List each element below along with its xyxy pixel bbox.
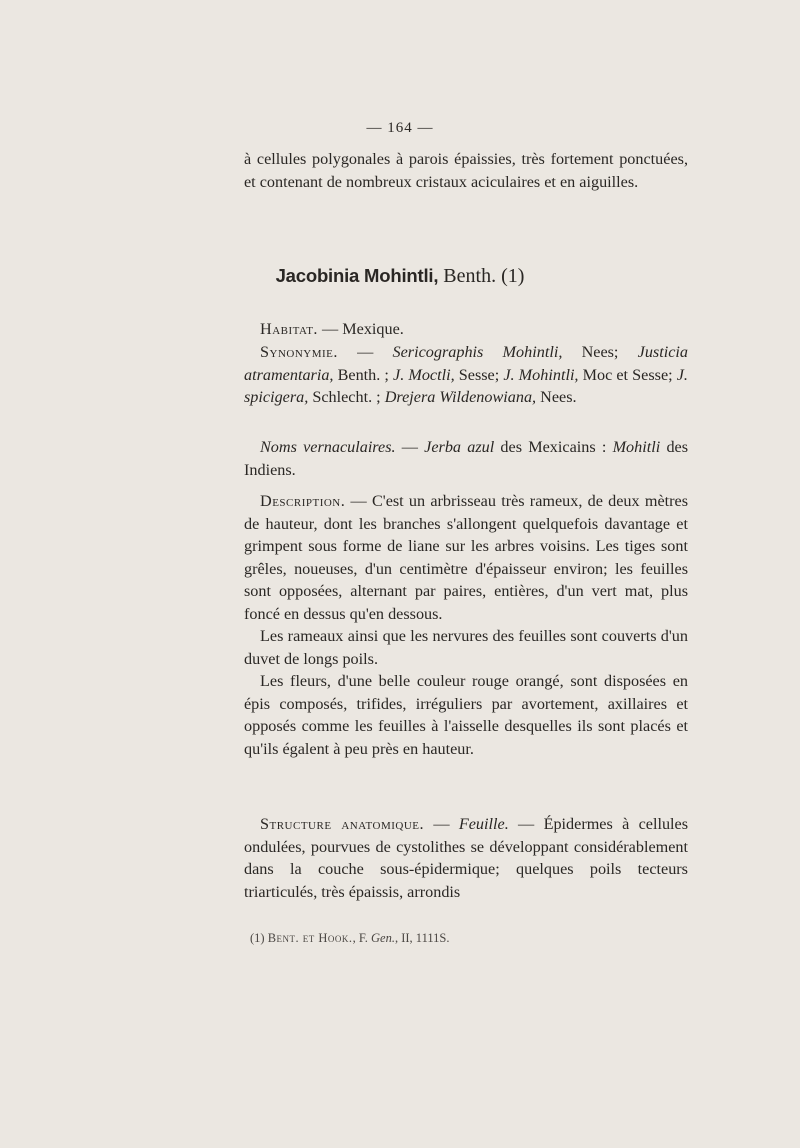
synonymie-label: Synonymie. — [260, 343, 338, 361]
noms-paragraph: Noms vernaculaires. — Jerba azul des Mexicains : Mohitli des Indiens. — [244, 438, 689, 479]
page-number: — 164 — — [366, 120, 434, 136]
structure-sublabel: Feuille. — [458, 815, 509, 833]
synonymie-paragraph: Synonymie. — Sericographis Mohintli, Nees; Justicia atramentaria, Benth. ; J. Moctli, Sesse; J. Mohintli, Moc et Sesse; J. spicigera, Schlecht. ; Drejera Wildenowiana, Nees. — [244, 343, 688, 406]
habitat-label: Habitat. — [260, 320, 318, 338]
habitat-paragraph: Habitat. — Mexique. — [260, 320, 404, 338]
structure-text: Épidermes à cellules ondulées, pourvues de cystolithes se développant considérablement dans la couche sous-épidermique; quelques poils tecteurs triarticulés, très épaissis, arrondis — [244, 815, 689, 901]
noms-label: Noms vernaculaires. — [260, 438, 396, 456]
species-title — [0, 265, 800, 288]
description-paragraph-2: Les rameaux ainsi que les nervures des feuilles sont couverts d'un duvet de longs poils. — [244, 627, 688, 668]
intro-text: à cellules polygonales à parois épaissies, très fortement ponctuées, et contenant de nombreux cristaux aciculaires et en aiguilles. — [244, 150, 688, 191]
description-section — [244, 490, 688, 760]
footnote: (1) Bent. et Hook., F. Gen., II, 1111S. — [250, 931, 450, 945]
species-author: Benth. — [438, 265, 497, 287]
intro-paragraph — [244, 148, 688, 193]
description-paragraph-1: Description. — C'est un arbrisseau très rameux, de deux mètres de hauteur, dont les branches s'allongent quelquefois davantage et grimpent sous forme de liane sur les arbres voisins. Les tiges sont grêles, noueuses, d'un centimètre d'épaisseur environ; les feuilles sont opposées, alternant par paires, entières, d'un vert mat, plus foncé en dessus qu'en dessous. — [244, 492, 689, 623]
structure-label: Structure anatomique. — [260, 815, 425, 833]
description-label: Description. — [260, 492, 346, 510]
footnote-ref: (1) — [496, 265, 525, 287]
species-name: Jacobinia Mohintli, — [275, 265, 439, 286]
habitat-text: Mexique. — [342, 320, 404, 338]
description-paragraph-3: Les fleurs, d'une belle couleur rouge orangé, sont disposées en épis composés, trifides, irréguliers par avortement, axillaires et opposés comme les feuilles à l'aisselle desquelles ils sont placés et qu'ils égalent à peu près en hauteur. — [244, 672, 688, 758]
structure-section: Structure anatomique. — Feuille. — Épidermes à cellules ondulées, pourvues de cystolithes se développant considérablement dans la couche sous-épidermique; quelques poils tecteurs triarticulés, très épaissis, arrondis — [244, 815, 689, 901]
